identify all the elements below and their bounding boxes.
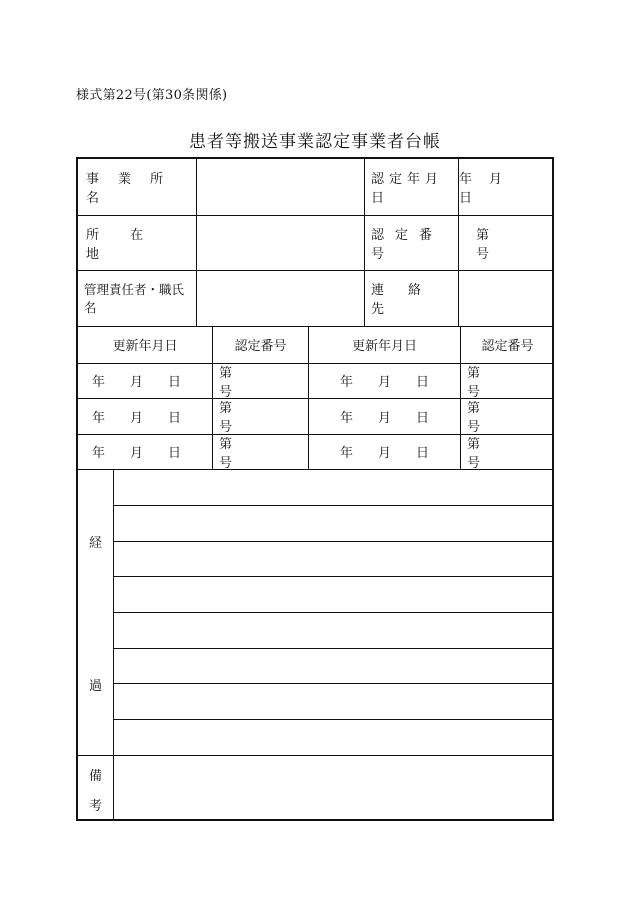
renewal-date-header-1: 更新年月日 bbox=[112, 339, 178, 354]
manager-label: 管理責任者・職氏名 bbox=[84, 282, 185, 315]
remarks-field[interactable] bbox=[114, 756, 554, 821]
renewal-row-1-number-2[interactable]: 第号 bbox=[467, 365, 541, 400]
renewal-row-1-date-2[interactable]: 年月日 bbox=[339, 375, 454, 390]
remarks-label-bottom: 考 bbox=[88, 798, 102, 814]
renewal-row-1-date-1[interactable]: 年月日 bbox=[91, 375, 206, 390]
registry-form-table bbox=[76, 157, 554, 821]
renewal-number-header-1: 認定番号 bbox=[234, 339, 287, 354]
location-field[interactable] bbox=[197, 215, 364, 270]
contact-label: 連絡先 bbox=[371, 283, 446, 317]
location-label: 所在地 bbox=[86, 227, 175, 262]
remarks-label-top: 備 bbox=[88, 768, 102, 784]
cert-date-field[interactable]: 年月日 bbox=[459, 172, 520, 206]
history-label-top: 経 bbox=[88, 535, 102, 551]
page-title: 患者等搬送事業認定事業者台帳 bbox=[189, 132, 441, 152]
renewal-row-3-number-2[interactable]: 第号 bbox=[467, 436, 541, 471]
cert-number-label: 認定番号 bbox=[371, 227, 444, 262]
renewal-row-3-date-1[interactable]: 年月日 bbox=[91, 446, 206, 461]
renewal-row-2-date-2[interactable]: 年月日 bbox=[339, 410, 454, 426]
cert-number-field[interactable]: 第号 bbox=[476, 227, 526, 262]
renewal-number-header-2: 認定番号 bbox=[481, 339, 534, 354]
renewal-row-2-number-1[interactable]: 第号 bbox=[219, 401, 295, 435]
business-name-label: 事業所名 bbox=[86, 172, 183, 206]
renewal-row-2-date-1[interactable]: 年月日 bbox=[91, 410, 206, 426]
history-entry-area[interactable] bbox=[114, 469, 554, 755]
contact-field[interactable] bbox=[459, 270, 554, 326]
renewal-row-3-date-2[interactable]: 年月日 bbox=[339, 446, 454, 461]
business-name-field[interactable] bbox=[197, 159, 364, 215]
cert-date-label: 認定年月日 bbox=[371, 172, 444, 206]
form-number: 様式第22号(第30条関係) bbox=[76, 88, 228, 103]
renewal-row-3-number-1[interactable]: 第号 bbox=[219, 436, 295, 471]
manager-field[interactable] bbox=[197, 270, 364, 326]
renewal-date-header-2: 更新年月日 bbox=[351, 339, 417, 354]
history-label-bottom: 過 bbox=[88, 678, 102, 694]
renewal-row-2-number-2[interactable]: 第号 bbox=[467, 401, 541, 435]
renewal-row-1-number-1[interactable]: 第号 bbox=[219, 365, 295, 400]
